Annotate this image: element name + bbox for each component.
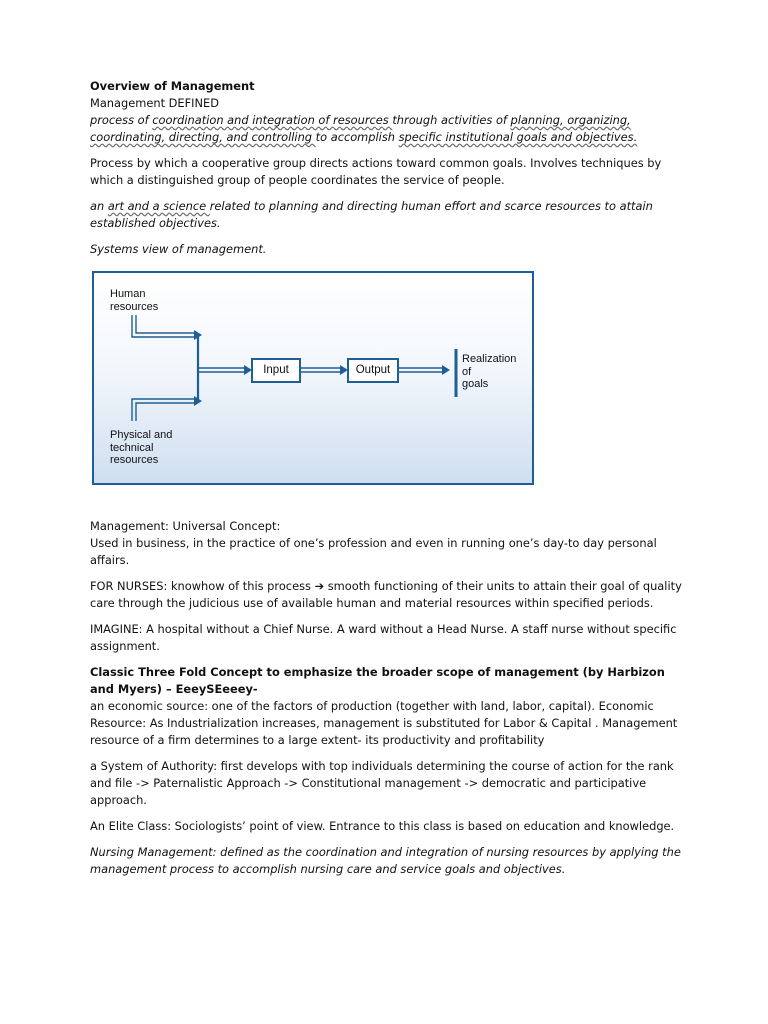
universal-body: Used in business, in the practice of one’s profession and even in running one’s day-to day personal affairs. [90, 536, 657, 567]
document-page [90, 78, 690, 878]
universal-title: Management: Universal Concept: [90, 519, 281, 533]
arrowhead-goals [442, 365, 450, 375]
input-box: Input [251, 358, 301, 383]
imagine-paragraph: IMAGINE: A hospital without a Chief Nurse. A ward without a Head Nurse. A staff nurse without specific assignment. [90, 622, 677, 653]
subheading: Management DEFINED [90, 96, 220, 110]
heading: Overview of Management [90, 79, 255, 93]
elite-paragraph: An Elite Class: Sociologists’ point of view. Entrance to this class is based on education and knowledge. [90, 819, 675, 833]
human-resources-label: Human resources [110, 288, 159, 313]
output-box: Output [347, 358, 399, 383]
process-paragraph: Process by which a cooperative group directs actions toward common goals. Involves techniques by which a distinguished group of people coordinates the service of people. [90, 156, 662, 187]
nursing-management-paragraph: Nursing Management: defined as the coordination and integration of nursing resources by applying the management process to accomplish nursing care and service goals and objectives. [90, 845, 681, 876]
systems-diagram [92, 271, 534, 485]
definition-paragraph: process of coordination and integration of resources through activities of planning, organizing, coordinating, directing, and controlling to accomplish specific institutional goals and objectives. [90, 113, 638, 144]
authority-paragraph: a System of Authority: first develops with top individuals determining the course of action for the rank and file -> Paternalistic Approach -> Constitutional management -> democratic and participative approach. [90, 759, 674, 807]
systems-caption: Systems view of management. [90, 242, 267, 256]
art-science-paragraph: an art and a science related to planning and directing human effort and scarce resources to attain established objectives. [90, 199, 653, 230]
classic-title: Classic Three Fold Concept to emphasize the broader scope of management (by Harbizon and Myers) – EeeySEeeey- [90, 665, 665, 696]
nurses-paragraph: FOR NURSES: knowhow of this process ➔ smooth functioning of their units to attain their goal of quality care through the judicious use of available human and material resources within specified periods. [90, 579, 682, 610]
economic-paragraph: an economic source: one of the factors of production (together with land, labor, capital). Economic Resource: As Industrialization increases, management is substituted for Labor & Capital . Management resource of a firm determines to a large extent- its productivity and profitability [90, 699, 678, 747]
goals-label: Realization of goals [462, 353, 517, 390]
right-arrow-icon: ➔ [314, 579, 325, 593]
physical-resources-label: Physical and technical resources [110, 429, 173, 466]
